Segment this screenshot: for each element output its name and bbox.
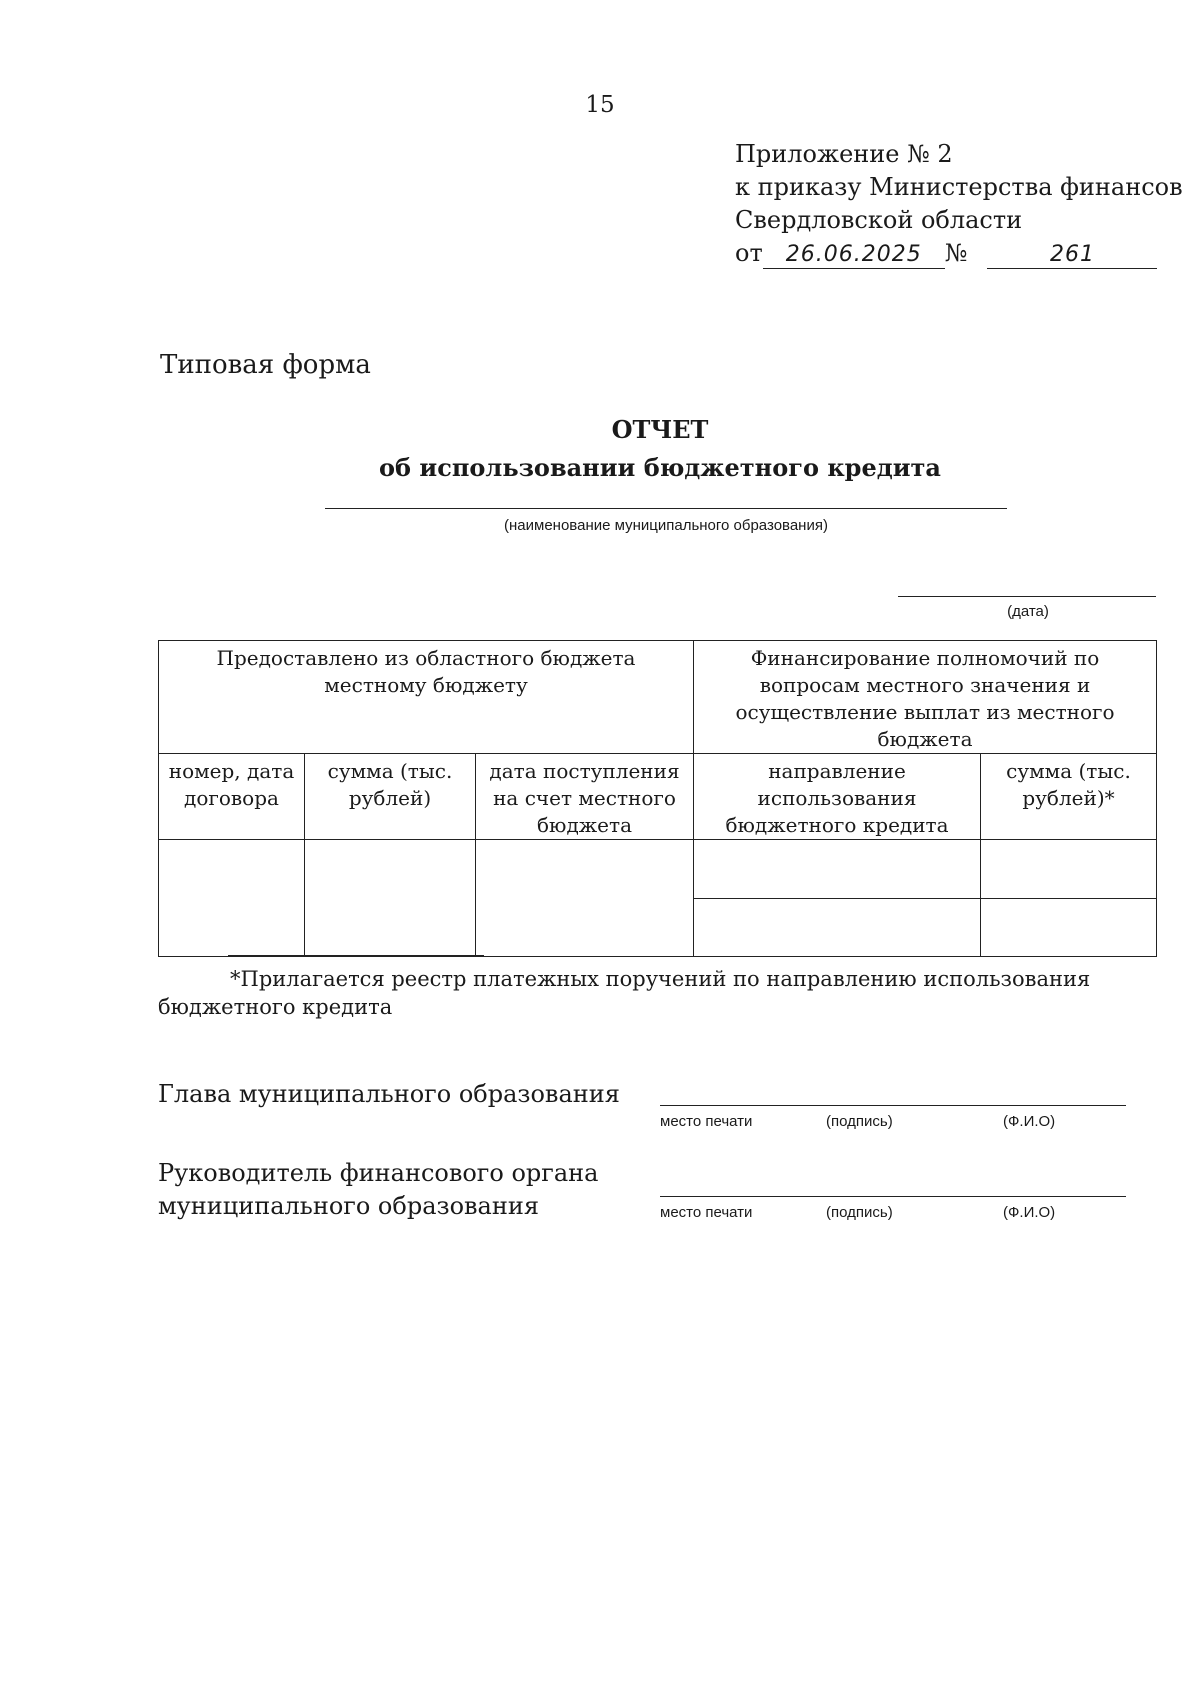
header-receipt-date: дата поступления на счет местного бюджета — [476, 754, 694, 840]
header-provided-from-regional-budget: Предоставлено из областного бюджета местному бюджету — [159, 641, 694, 754]
signature-caption: (подпись) — [826, 1204, 893, 1221]
seal-caption: место печати — [660, 1113, 753, 1130]
report-title: ОТЧЕТ — [611, 415, 709, 444]
order-number-handwritten: 261 — [987, 242, 1157, 269]
appendix-block — [735, 138, 1183, 270]
order-date-handwritten: 26.06.2025 — [763, 242, 945, 269]
signature-line-finance-head[interactable] — [660, 1196, 1126, 1197]
footnote: *Прилагается реестр платежных поручений по направлению использования бюджетного кредита — [158, 967, 1091, 1019]
cell-usage-direction[interactable] — [694, 899, 981, 957]
report-table — [158, 640, 1157, 957]
appendix-title: Приложение № 2 — [735, 140, 953, 168]
cell-contract-number-date[interactable] — [159, 840, 305, 957]
signature-line-head[interactable] — [660, 1105, 1126, 1106]
municipality-name-line — [325, 508, 1007, 509]
header-contract-number-date: номер, дата договора — [159, 754, 305, 840]
cell-amount-used[interactable] — [981, 899, 1157, 957]
signature-label-finance-head: Руководитель финансового органа муниципального образования — [158, 1159, 599, 1220]
form-type-label: Типовая форма — [160, 350, 371, 380]
header-financing-local-powers: Финансирование полномочий по вопросам местного значения и осуществление выплат из местного бюджета — [694, 641, 1157, 754]
date-line — [898, 596, 1156, 597]
header-amount-provided: сумма (тыс. рублей) — [305, 754, 476, 840]
appendix-region: Свердловской области — [735, 206, 1023, 234]
appendix-date-number — [735, 237, 1183, 270]
appendix-order-ref: к приказу Министерства финансов — [735, 173, 1183, 201]
full-name-caption: (Ф.И.О) — [1003, 1204, 1056, 1221]
full-name-caption: (Ф.И.О) — [1003, 1113, 1056, 1130]
signature-label-head: Глава муниципального образования — [158, 1080, 620, 1108]
signature-caption: (подпись) — [826, 1113, 893, 1130]
cell-receipt-date[interactable] — [476, 840, 694, 957]
from-prefix: от — [735, 239, 763, 267]
seal-caption: место печати — [660, 1204, 753, 1221]
footnote-divider — [228, 955, 484, 956]
number-sign: № — [944, 239, 968, 267]
cell-amount-used[interactable] — [981, 840, 1157, 899]
date-caption: (дата) — [1007, 603, 1049, 620]
page-number: 15 — [585, 92, 615, 118]
report-subtitle: об использовании бюджетного кредита — [379, 453, 941, 482]
cell-usage-direction[interactable] — [694, 840, 981, 899]
municipality-caption: (наименование муниципального образования) — [504, 517, 828, 534]
header-amount-used: сумма (тыс. рублей)* — [981, 754, 1157, 840]
cell-amount-provided[interactable] — [305, 840, 476, 957]
header-usage-direction: направление использования бюджетного кредита — [694, 754, 981, 840]
